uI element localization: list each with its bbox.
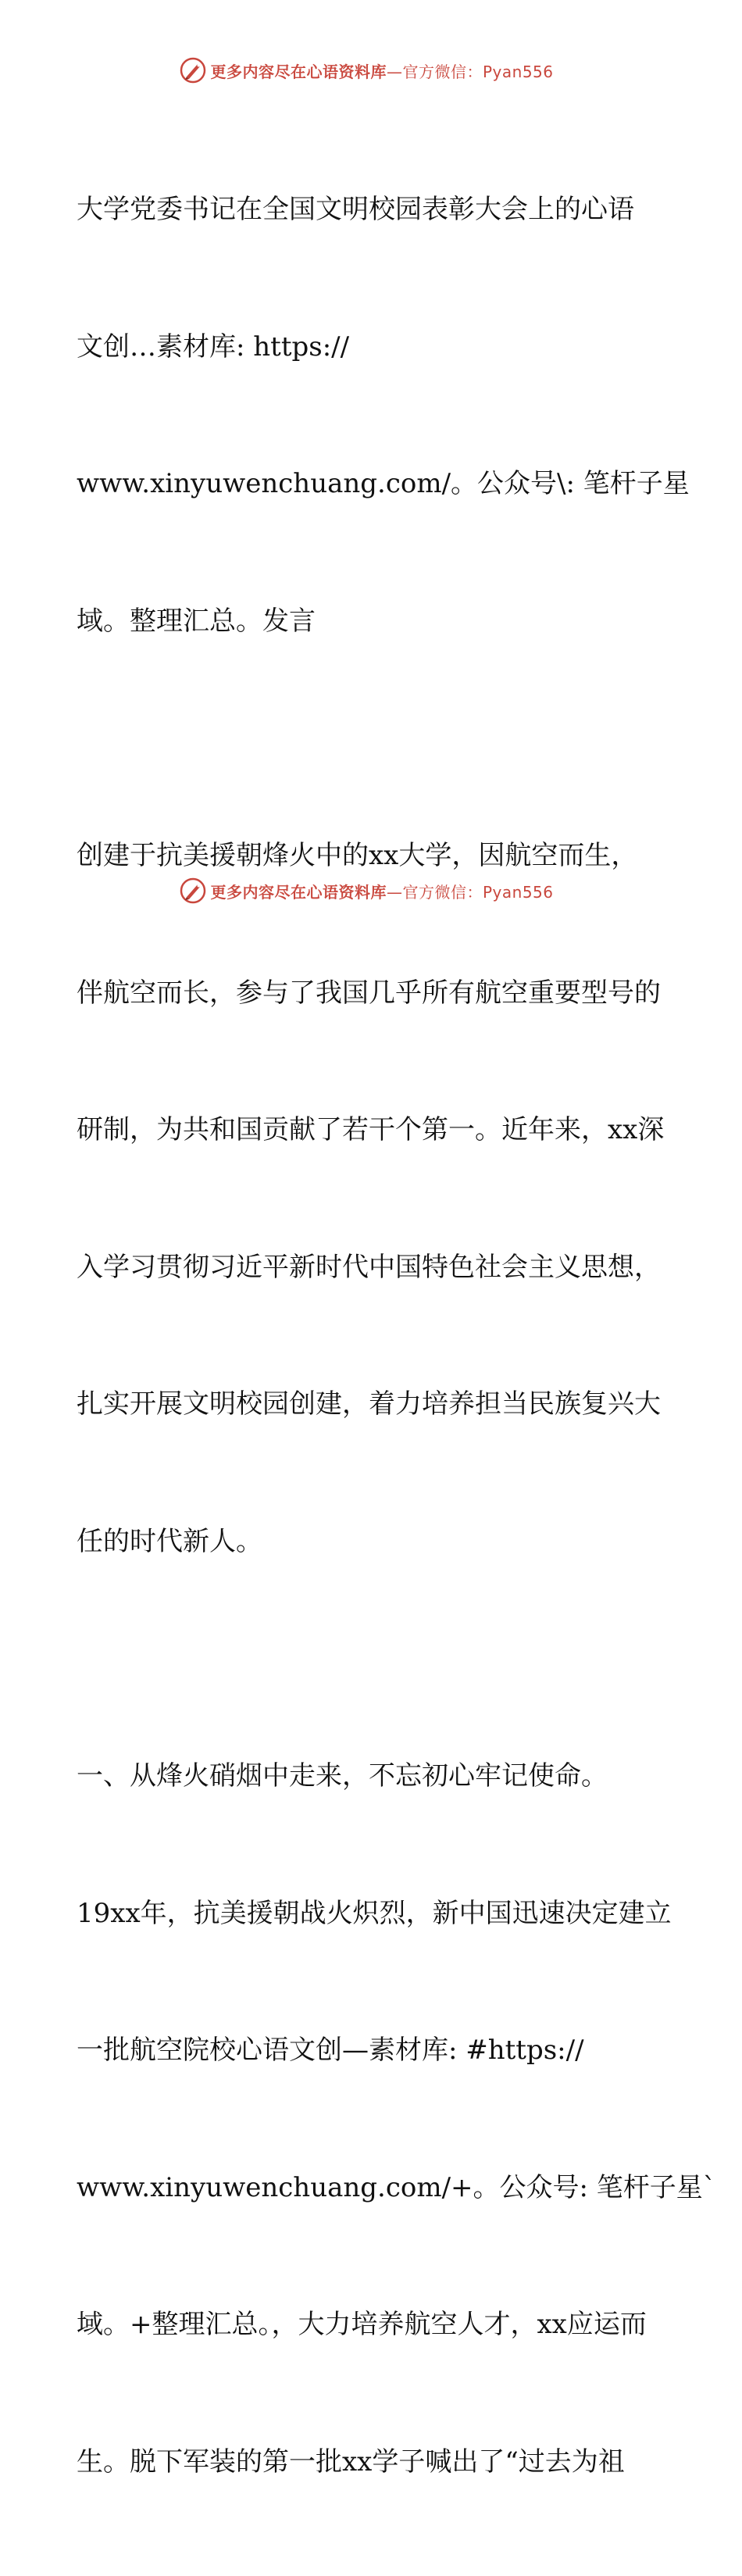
text-line: 任的时代新人。 xyxy=(77,1525,262,1557)
footer-banner xyxy=(0,875,742,906)
document-body xyxy=(77,95,716,2576)
xinyu-pen-logo-icon xyxy=(179,56,207,84)
text-line: 研制，为共和国贡献了若干个第一。近年来，xx深 xyxy=(77,1114,665,1145)
text-line: www.xinyuwenchuang.com/。公众号\: 笔杆子星 xyxy=(77,468,690,499)
header-banner-text xyxy=(210,59,553,82)
header-banner-dash: — xyxy=(386,62,403,81)
text-line: 生。脱下军装的第一批xx学子喊出了“过去为祖 xyxy=(77,2446,625,2478)
footer-banner-dash: — xyxy=(386,882,403,902)
footer-banner-wechat-id: Pyan556 xyxy=(482,882,554,902)
text-line: 域。+整理汇总。，大力培养航空人才，xx应运而 xyxy=(77,2309,647,2340)
text-line: 入学习贯彻习近平新时代中国特色社会主义思想， xyxy=(77,1251,661,1283)
text-line: 域。整理汇总。发言 xyxy=(77,605,316,637)
footer-banner-main: 更多内容尽在心语资料库 xyxy=(210,882,387,902)
footer-banner-wechat-label: 官方微信： xyxy=(402,882,483,902)
text-line: 一、从烽火硝烟中走来，不忘初心牢记使命。 xyxy=(77,1760,608,1792)
paragraph-title xyxy=(77,95,690,735)
text-line: www.xinyuwenchuang.com/+。公众号: 笔杆子星` xyxy=(77,2171,716,2203)
text-line: 大学党委书记在全国文明校园表彰大会上的心语 xyxy=(77,194,634,225)
footer-banner-text xyxy=(210,880,553,902)
header-banner-main: 更多内容尽在心语资料库 xyxy=(210,62,387,81)
text-line: 一批航空院校心语文创—素材库: #https:// xyxy=(77,2035,584,2066)
text-line: 19xx年，抗美援朝战火炽烈，新中国迅速决定建立 xyxy=(77,1897,672,1929)
header-banner-wechat-label: 官方微信： xyxy=(402,62,483,81)
paragraph-section-one xyxy=(77,1662,716,2576)
text-line: 伴航空而长，参与了我国几乎所有航空重要型号的 xyxy=(77,977,661,1009)
header-banner-wechat-id: Pyan556 xyxy=(482,62,554,81)
text-line: 创建于抗美援朝烽火中的xx大学，因航空而生， xyxy=(77,840,638,871)
text-line: 文创…素材库: https:// xyxy=(77,330,350,363)
xinyu-pen-logo-icon xyxy=(179,877,207,905)
text-line: 扎实开展文明校园创建，着力培养担当民族复兴大 xyxy=(77,1388,661,1420)
header-banner xyxy=(0,55,742,86)
